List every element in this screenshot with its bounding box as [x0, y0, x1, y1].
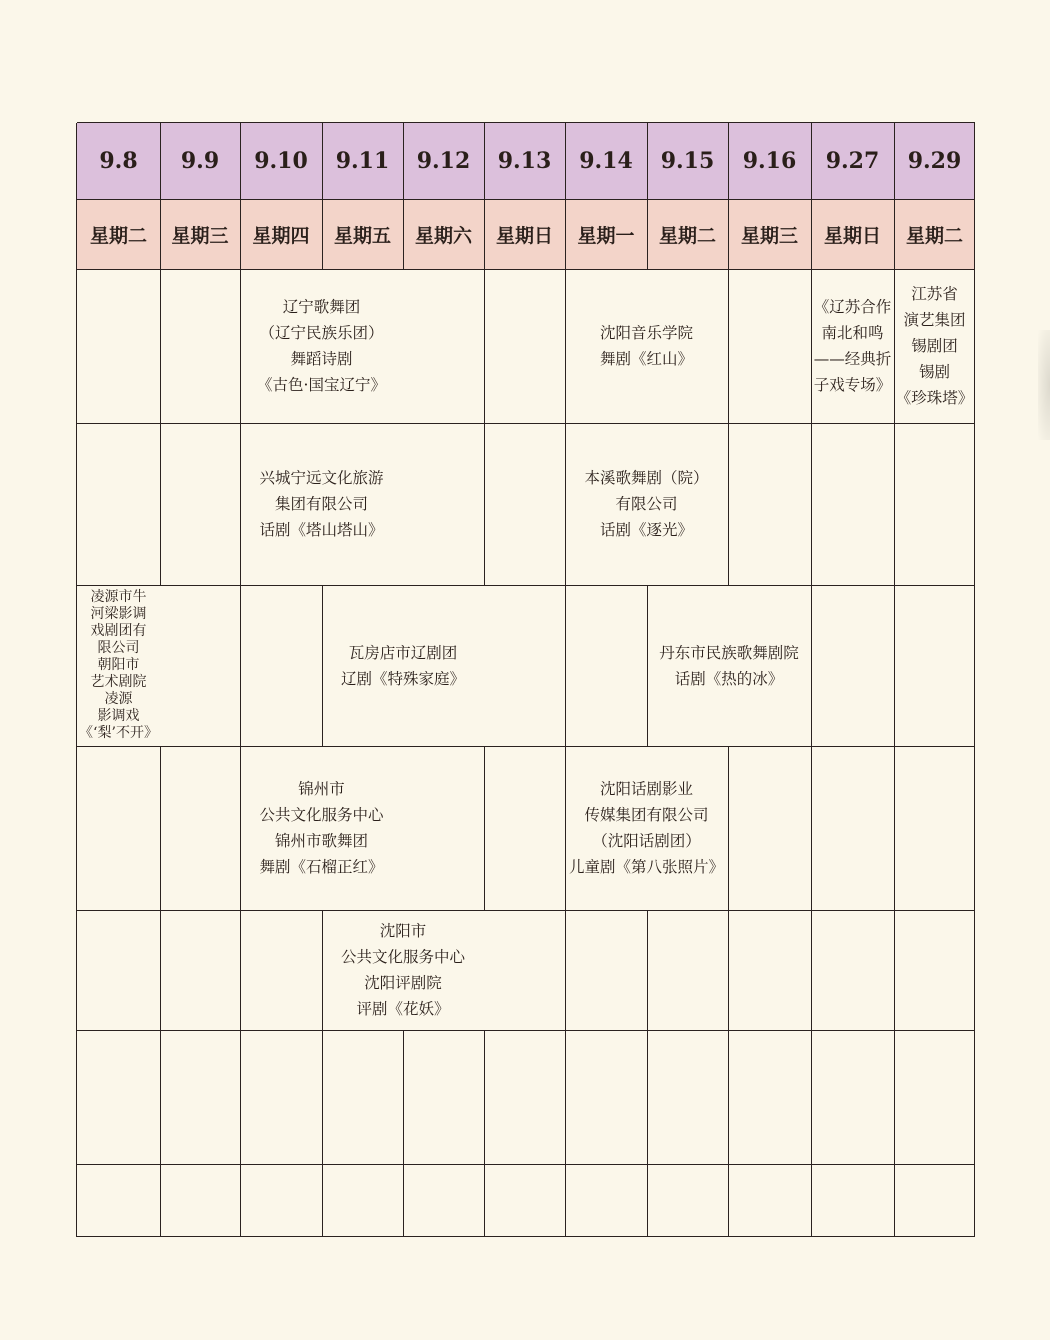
grid-line [484, 1030, 485, 1237]
grid-line [77, 746, 975, 747]
page-edge-shadow [1038, 330, 1050, 440]
performance-line: 公共文化服务中心 [340, 948, 465, 966]
performance-line: 《珍珠塔》 [895, 389, 974, 407]
weekday-header-9-8: 星期二 [77, 199, 160, 269]
performance-lingyuan [77, 585, 160, 746]
performance-line: 沈阳评剧院 [364, 974, 442, 992]
grid-line [160, 123, 161, 585]
grid-line [322, 123, 323, 269]
grid-line [77, 423, 975, 424]
grid-line [647, 123, 648, 269]
performance-wafangdian [322, 585, 484, 746]
performance-line: 《‘梨’不开》 [79, 725, 158, 741]
performance-jiangsu-liaoning-special [811, 269, 894, 423]
grid-line [322, 910, 323, 1237]
grid-line [565, 123, 566, 1237]
grid-line [811, 123, 812, 1237]
performance-line: 集团有限公司 [274, 495, 368, 513]
performance-line: 瓦房店市辽剧团 [348, 643, 458, 662]
performance-line: 锦州市歌舞团 [274, 832, 368, 850]
weekday-header-9-15: 星期二 [647, 199, 728, 269]
weekday-header-9-11: 星期五 [322, 199, 403, 269]
weekday-header-9-14: 星期一 [565, 199, 647, 269]
performance-shenyang-drama [565, 746, 728, 910]
performance-line: 河梁影调 [90, 606, 147, 622]
weekday-header-9-29: 星期二 [894, 199, 975, 269]
date-header-9-27: 9.27 [811, 123, 894, 199]
grid-line [728, 123, 729, 585]
grid-line [974, 123, 975, 1237]
performance-line: （沈阳话剧团） [592, 832, 701, 850]
grid-line [322, 585, 323, 746]
performance-line: 演艺集团 [903, 311, 966, 329]
performance-line: 朝阳市 [97, 657, 140, 673]
performance-line: 《古色·国宝辽宁》 [257, 376, 386, 394]
performance-line: 舞蹈诗剧 [290, 350, 353, 368]
date-header-9-29: 9.29 [894, 123, 975, 199]
performance-shenyang-conservatory [565, 269, 728, 423]
performance-line: 南北和鸣 [821, 324, 884, 342]
grid-line [77, 199, 975, 200]
performance-line: 评剧《花妖》 [356, 1000, 450, 1018]
performance-line: 话剧《热的冰》 [674, 669, 784, 688]
performance-line: 锡剧 [918, 363, 950, 381]
performance-line: 舞剧《石榴正红》 [259, 858, 384, 876]
performance-line: 江苏省 [911, 285, 958, 303]
grid-line [77, 269, 975, 270]
grid-line [894, 123, 895, 1237]
date-header-9-9: 9.9 [160, 123, 240, 199]
performance-line: 沈阳市 [379, 922, 427, 940]
grid-line [77, 585, 975, 586]
grid-line [403, 123, 404, 269]
grid-line [240, 123, 241, 1237]
performance-jinzhou [240, 746, 403, 910]
grid-line [77, 122, 975, 123]
performance-line: （辽宁民族乐团） [259, 324, 384, 342]
performance-line: 有限公司 [615, 495, 678, 513]
performance-line: 舞剧《红山》 [599, 350, 693, 368]
performance-jiangsu-xiju [894, 269, 975, 423]
performance-line: ——经典折 [813, 350, 892, 368]
grid-line [403, 1030, 404, 1237]
performance-line: 话剧《逐光》 [599, 521, 693, 539]
date-header-9-16: 9.16 [728, 123, 811, 199]
grid-line [77, 910, 975, 911]
performance-schedule-table [77, 123, 975, 1237]
performance-line: 锦州市 [298, 780, 345, 798]
performance-dandong [647, 585, 811, 746]
grid-line [484, 123, 485, 585]
grid-line [77, 1236, 975, 1237]
performance-liaoning-song-dance [240, 269, 403, 423]
performance-line: 本溪歌舞剧（院） [584, 469, 709, 487]
date-header-9-8: 9.8 [77, 123, 160, 199]
grid-line [484, 746, 485, 910]
performance-line: 凌源市牛 [90, 589, 147, 605]
weekday-header-9-12: 星期六 [403, 199, 484, 269]
weekday-header-9-27: 星期日 [811, 199, 894, 269]
performance-line: 兴城宁远文化旅游 [259, 469, 384, 487]
grid-line [77, 1030, 975, 1031]
performance-line: 传媒集团有限公司 [584, 806, 709, 824]
weekday-header-9-16: 星期三 [728, 199, 811, 269]
weekday-header-9-10: 星期四 [240, 199, 322, 269]
performance-line: 戏剧团有 [90, 623, 147, 639]
grid-line [647, 585, 648, 746]
performance-line: 艺术剧院 [90, 674, 147, 690]
performance-line: 子戏专场》 [813, 376, 892, 394]
date-header-9-11: 9.11 [322, 123, 403, 199]
performance-xingcheng [240, 423, 403, 585]
performance-line: 锡剧团 [911, 337, 958, 355]
performance-line: 话剧《塔山塔山》 [259, 521, 384, 539]
performance-line: 限公司 [97, 640, 140, 656]
performance-line: 《辽苏合作 [813, 298, 892, 316]
performance-line: 丹东市民族歌舞剧院 [659, 643, 799, 662]
performance-line: 儿童剧《第八张照片》 [568, 858, 724, 876]
date-header-9-10: 9.10 [240, 123, 322, 199]
performance-benxi [565, 423, 728, 585]
performance-line: 影调戏 [97, 708, 140, 724]
performance-line: 沈阳话剧影业 [599, 780, 693, 798]
date-header-9-13: 9.13 [484, 123, 565, 199]
performance-line: 凌源 [104, 691, 133, 707]
grid-line [76, 123, 77, 1237]
weekday-header-9-9: 星期三 [160, 199, 240, 269]
date-header-9-12: 9.12 [403, 123, 484, 199]
weekday-header-9-13: 星期日 [484, 199, 565, 269]
performance-shenyang-pingju [322, 910, 484, 1030]
performance-line: 辽宁歌舞团 [282, 298, 361, 316]
performance-line: 辽剧《特殊家庭》 [340, 669, 465, 688]
performance-line: 公共文化服务中心 [259, 806, 384, 824]
grid-line [77, 1164, 975, 1165]
grid-line [647, 910, 648, 1237]
date-header-9-15: 9.15 [647, 123, 728, 199]
performance-line: 沈阳音乐学院 [599, 324, 693, 342]
date-header-9-14: 9.14 [565, 123, 647, 199]
